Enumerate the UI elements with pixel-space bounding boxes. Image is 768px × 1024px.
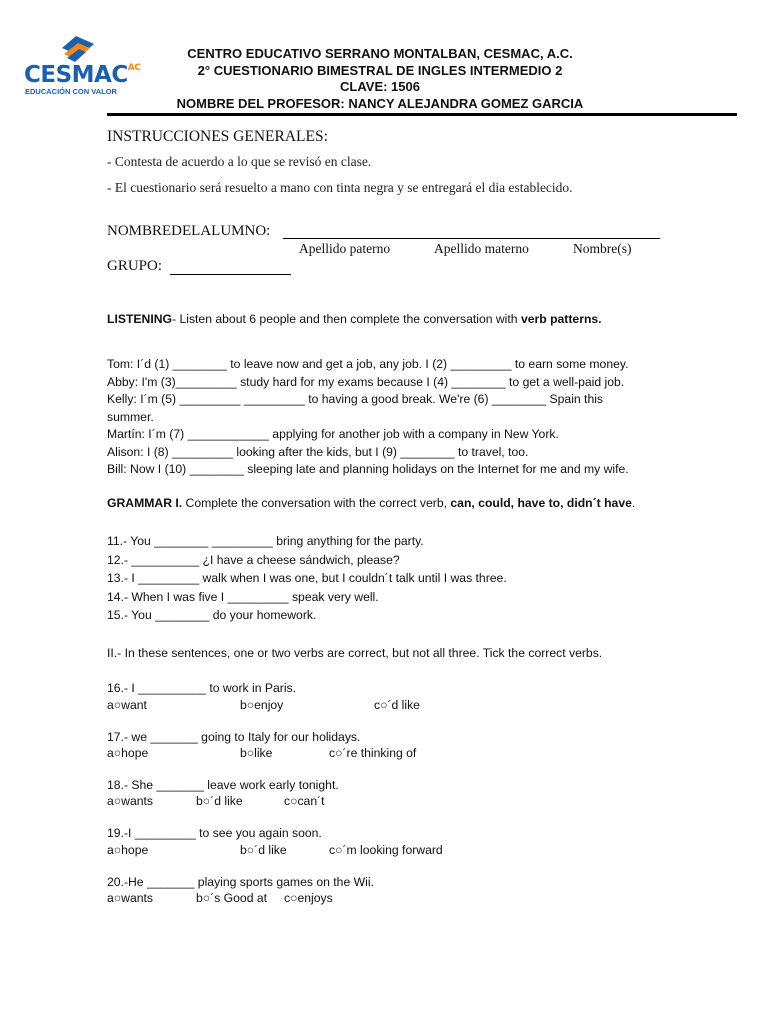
student-name-label: NOMBREDELALUMNO: [107, 223, 271, 239]
instructions-title: INSTRUCCIONES GENERALES: [107, 128, 328, 145]
header-divider [107, 113, 737, 116]
listening-line-abby: Abby: I'm (3)_________ study hard for my exams because I (4) ________ to get a well-paid job. [107, 374, 625, 389]
q20-option-c[interactable]: c○enjoys [284, 891, 333, 905]
q18-option-a[interactable]: a○wants [107, 794, 153, 808]
question-11: 11.- You ________ _________ bring anything for the party. [107, 534, 424, 548]
listening-line-bill: Bill: Now I (10) ________ sleeping late and planning holidays on the Internet for me and my wife. [107, 462, 629, 476]
logo-text: $CESMAC^{AC}$ [24, 62, 141, 88]
listening-line-tom: Tom: I´d (1) ________ to leave now and get a job, any job. I (2) _________ to earn some money. [107, 357, 629, 371]
question-15: 15.- You ________ do your homework. [107, 608, 317, 622]
school-logo [24, 34, 141, 96]
document-header [120, 46, 640, 112]
question-13: 13.- I _________ walk when I was one, but I couldn´t talk until I was three. [107, 571, 507, 585]
question-20: 20.-He _______ playing sports games on the Wii. [107, 875, 374, 889]
grammar1-heading: GRAMMAR I. Complete the conversation with the correct verb, can, could, have to, didn´t have. [107, 496, 636, 510]
listening-heading: LISTENING- Listen about 6 people and then complete the conversation with verb patterns. [107, 312, 602, 326]
question-16: 16.- I __________ to work in Paris. [107, 681, 297, 695]
listening-line-alison: Alison: I (8) _________ looking after the kids, but I (9) ________ to travel, too. [107, 444, 529, 459]
listening-line-kelly: Kelly: I´m (5) _________ _________ to having a good break. We're (6) ________ Spain this [107, 392, 604, 406]
exam-code: CLAVE: 1506 [340, 79, 420, 94]
question-12: 12.- __________ ¿I have a cheese sándwich, please? [107, 552, 400, 567]
q20-option-b[interactable]: b○´s Good at [196, 891, 268, 905]
instruction-line-1: - Contesta de acuerdo a lo que se revisó en clase. [107, 154, 372, 169]
q17-option-c[interactable]: c○´re thinking of [329, 746, 417, 760]
q16-option-b[interactable]: b○enjoy [240, 698, 284, 712]
exam-title: 2° CUESTIONARIO BIMESTRAL DE INGLES INTERMEDIO 2 [197, 62, 563, 78]
q20-option-a[interactable]: a○wants [107, 891, 153, 905]
first-name-label: Nombre(s) [573, 241, 632, 256]
instruction-line-2: - El cuestionario será resuelto a mano con tinta negra y se entregará el dia establecido. [107, 180, 573, 195]
q16-option-a[interactable]: a○want [107, 698, 147, 712]
q17-option-b[interactable]: b○like [240, 746, 273, 760]
logo-tagline: EDUCACIÓN CON VALOR [25, 87, 117, 96]
q16-option-c[interactable]: c○´d like [374, 698, 420, 712]
q19-option-a[interactable]: a○hope [107, 843, 149, 857]
grammar2-heading: II.- In these sentences, one or two verbs are correct, but not all three. Tick the correct verbs. [107, 646, 603, 660]
q18-option-b[interactable]: b○´d like [196, 794, 243, 808]
question-14: 14.- When I was five I _________ speak very well. [107, 589, 379, 604]
surname-maternal-label: Apellido materno [434, 241, 529, 256]
q19-option-b[interactable]: b○´d like [240, 843, 287, 857]
cap-logo-icon [54, 34, 98, 64]
teacher-name: NOMBRE DEL PROFESOR: NANCY ALEJANDRA GOMEZ GARCIA [176, 95, 584, 111]
q17-option-a[interactable]: a○hope [107, 746, 149, 760]
surname-paternal-label: Apellido paterno [299, 241, 391, 256]
listening-line-martin: Martín: I´m (7) ____________ applying for another job with a company in New York. [107, 427, 559, 441]
listening-line-kelly-cont: summer. [107, 409, 154, 424]
q18-option-c[interactable]: c○can´t [284, 794, 325, 808]
question-19: 19.-I _________ to see you again soon. [107, 826, 322, 840]
question-17: 17.- we _______ going to Italy for our holidays. [107, 730, 361, 744]
group-field[interactable] [170, 274, 291, 275]
question-18: 18.- She _______ leave work early tonight. [107, 778, 339, 792]
school-name: CENTRO EDUCATIVO SERRANO MONTALBAN, CESMAC, A.C. [187, 46, 573, 61]
student-name-field[interactable] [283, 238, 660, 239]
group-label: GRUPO: [107, 258, 163, 274]
q19-option-c[interactable]: c○´m looking forward [329, 843, 443, 857]
